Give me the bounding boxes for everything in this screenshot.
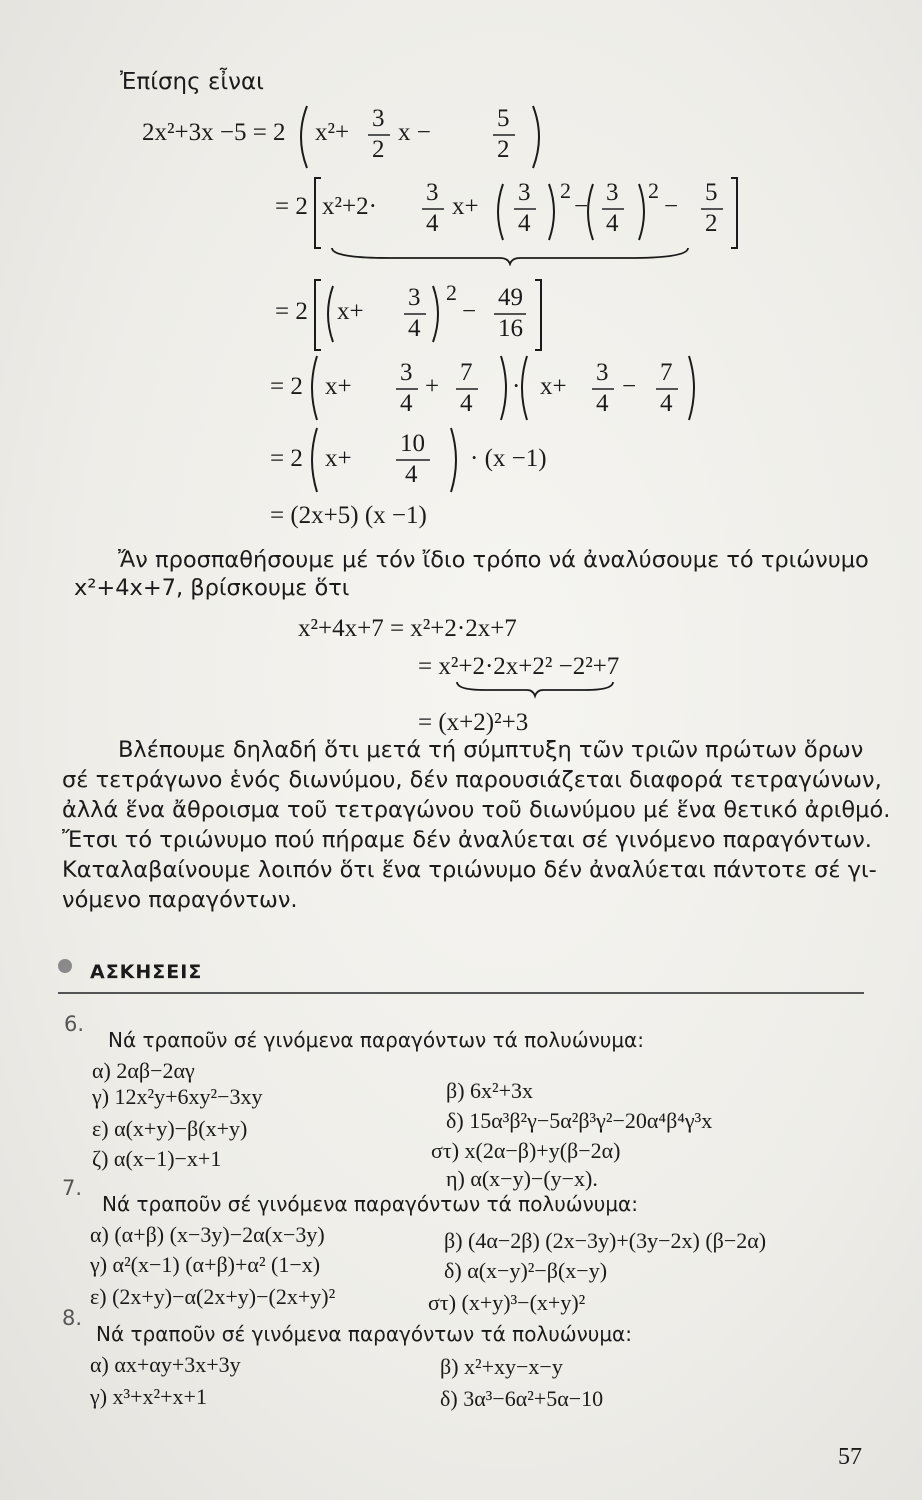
exercise-item: η) α(x−y)−(y−x). xyxy=(446,1166,598,1191)
exercise-number: 6. xyxy=(64,1012,85,1036)
section-title: ΑΣΚΗΣΕΙΣ xyxy=(90,961,203,983)
exercise-item: α) 2αβ−2αγ xyxy=(92,1058,195,1083)
derivation-line-6: = (2x+5) (x −1) xyxy=(270,502,427,529)
intro-text: Ἐπίσης εἶναι xyxy=(120,69,264,95)
paragraph-1-line-1: Ἄν προσπαθήσουμε μέ τόν ἴδιο τρόπο νά ἀναλύσουμε τό τριώνυμο xyxy=(118,547,869,573)
paragraph-2-line: Βλέπουμε δηλαδή ὅτι μετά τή σύμπτυξη τῶν τριῶν πρώτων ὅρων xyxy=(118,737,864,763)
exercise-prompt: Νά τραποῦν σέ γινόμενα παραγόντων τά πολυώνυμα: xyxy=(96,1322,632,1346)
exercise-prompt: Νά τραποῦν σέ γινόμενα παραγόντων τά πολυώνυμα: xyxy=(108,1028,644,1052)
bullet-icon xyxy=(58,959,72,973)
exercise-item: β) x²+xy−x−y xyxy=(440,1354,563,1379)
exercise-item: α) αx+αy+3x+3y xyxy=(90,1352,241,1377)
exercise-item: στ) x(2α−β)+y(β−2α) xyxy=(431,1138,621,1163)
underbrace-2 xyxy=(455,680,615,700)
exercise-item: γ) x³+x²+x+1 xyxy=(90,1384,207,1409)
paragraph-2-line: Καταλαβαίνουμε λοιπόν ὅτι ἕνα τριώνυμο δέν ἀναλύεται πάντοτε σέ γι- xyxy=(62,857,877,883)
derivation2-line-2: = x²+2·2x+2² −2²+7 xyxy=(418,653,620,680)
exercise-item: ζ) α(x−1)−x+1 xyxy=(92,1146,222,1171)
exercise-number: 7. xyxy=(62,1176,83,1200)
exercise-item: δ) 15α³β²γ−5α²β³γ²−20α⁴β⁴γ³x xyxy=(446,1108,713,1133)
section-divider xyxy=(58,992,864,994)
exercise-item: στ) (x+y)³−(x+y)² xyxy=(428,1290,586,1315)
paragraph-2-line: σέ τετράγωνο ἑνός διωνύμου, δέν παρουσιάζεται διαφορά τετραγώνων, xyxy=(62,767,882,793)
textbook-page: Ἐπίσης εἶναι 2x²+3x −5 = 2 x²+ 3 2 x − 5 2 = 2 x²+2· 3 4 x+ 3 4 2 − 3 4 2 − 5 2 = 2 x+ 3 4 2 − 49 16 = 2 x+ 3 4 + 7 4 · x+ 3 4 − 7 4 = 2 x+ 10 4 · (x −1) = (2x+5) (x −1) Ἄν προσπαθήσουμε μέ τόν ἴδιο τρόπο νά ἀναλύσουμε τό τριώνυμο x²+4x+7, βρίσκουμε ὅτι x²+4x+7 = x²+2·2x+7 = x²+2·2x+2² −2²+7 = (x+2)²+3 Βλέπουμε δηλαδή ὅτι μετά τή σύμπτυξη τῶν τριῶν πρώτων ὅρων σέ τετράγωνο ἑνός διωνύμου, δέν παρουσιάζεται διαφορά τετραγώνων, ἀλλά ἕνα ἄθροισμα τοῦ τετραγώνου τοῦ διωνύμου μέ ἕνα θετικό ἀριθμό. Ἔτσι τό τριώνυμο πού πήραμε δέν ἀναλύεται σέ γινόμενο παραγόντων. Καταλαβαίνουμε λοιπόν ὅτι ἕνα τριώνυμο δέν ἀναλύεται πάντοτε σέ γι- νόμενο παραγόντων. ΑΣΚΗΣΕΙΣ 6. Νά τραποῦν σέ γινόμενα παραγόντων τά πολυώνυμα: α) 2αβ−2αγ β) 6x²+3x γ) 12x²y+6xy²−3xy δ) 15α³β²γ−5α²β³γ²−20α⁴β⁴γ³x ε) α(x+y)−β(x+y) στ) x(2α−β)+y(β−2α) ζ) α(x−1)−x+1 η) α(x−y)−(y−x). 7. Νά τραποῦν σέ γινόμενα παραγόντων τά πολυώνυμα: α) (α+β) (x−3y)−2α(x−3y) β) (4α−2β) (2x−3y)+(3y−2x) (β−2α) γ) α²(x−1) (α+β)+α² (1−x) δ) α(x−y)²−β(x−y) ε) (2x+y)−α(2x+y)−(2x+y)² στ) (x+y)³−(x+y)² 8. Νά τραποῦν σέ γινόμενα παραγόντων τά πολυώνυμα: α) αx+αy+3x+3y β) x²+xy−x−y γ) x³+x²+x+1 δ) 3α³−6α²+5α−10 57 xyxy=(0,0,922,1500)
exercise-item: α) (α+β) (x−3y)−2α(x−3y) xyxy=(90,1222,325,1247)
paragraph-2-line: νόμενο παραγόντων. xyxy=(62,887,298,913)
exercise-item: ε) (2x+y)−α(2x+y)−(2x+y)² xyxy=(90,1284,336,1309)
exercise-item: ε) α(x+y)−β(x+y) xyxy=(92,1116,248,1141)
exercise-item: γ) 12x²y+6xy²−3xy xyxy=(92,1084,263,1109)
exercise-number: 8. xyxy=(62,1306,83,1330)
exercise-item: β) (4α−2β) (2x−3y)+(3y−2x) (β−2α) xyxy=(444,1228,767,1253)
page-number: 57 xyxy=(838,1444,862,1470)
paragraph-2-line: ἀλλά ἕνα ἄθροισμα τοῦ τετραγώνου τοῦ διωνύμου μέ ἕνα θετικό ἀριθμό. xyxy=(62,797,891,823)
paragraph-1-line-2: x²+4x+7, βρίσκουμε ὅτι xyxy=(74,575,350,601)
derivation2-line-1: x²+4x+7 = x²+2·2x+7 xyxy=(298,615,517,642)
paragraph-2-line: Ἔτσι τό τριώνυμο πού πήραμε δέν ἀναλύεται σέ γινόμενο παραγόντων. xyxy=(62,827,872,853)
exercise-prompt: Νά τραποῦν σέ γινόμενα παραγόντων τά πολυώνυμα: xyxy=(102,1192,638,1216)
derivation2-line-3: = (x+2)²+3 xyxy=(418,709,529,736)
exercise-item: β) 6x²+3x xyxy=(446,1078,534,1103)
exercise-item: γ) α²(x−1) (α+β)+α² (1−x) xyxy=(90,1252,321,1277)
exercise-item: δ) 3α³−6α²+5α−10 xyxy=(440,1386,604,1411)
exercise-item: δ) α(x−y)²−β(x−y) xyxy=(444,1258,608,1283)
